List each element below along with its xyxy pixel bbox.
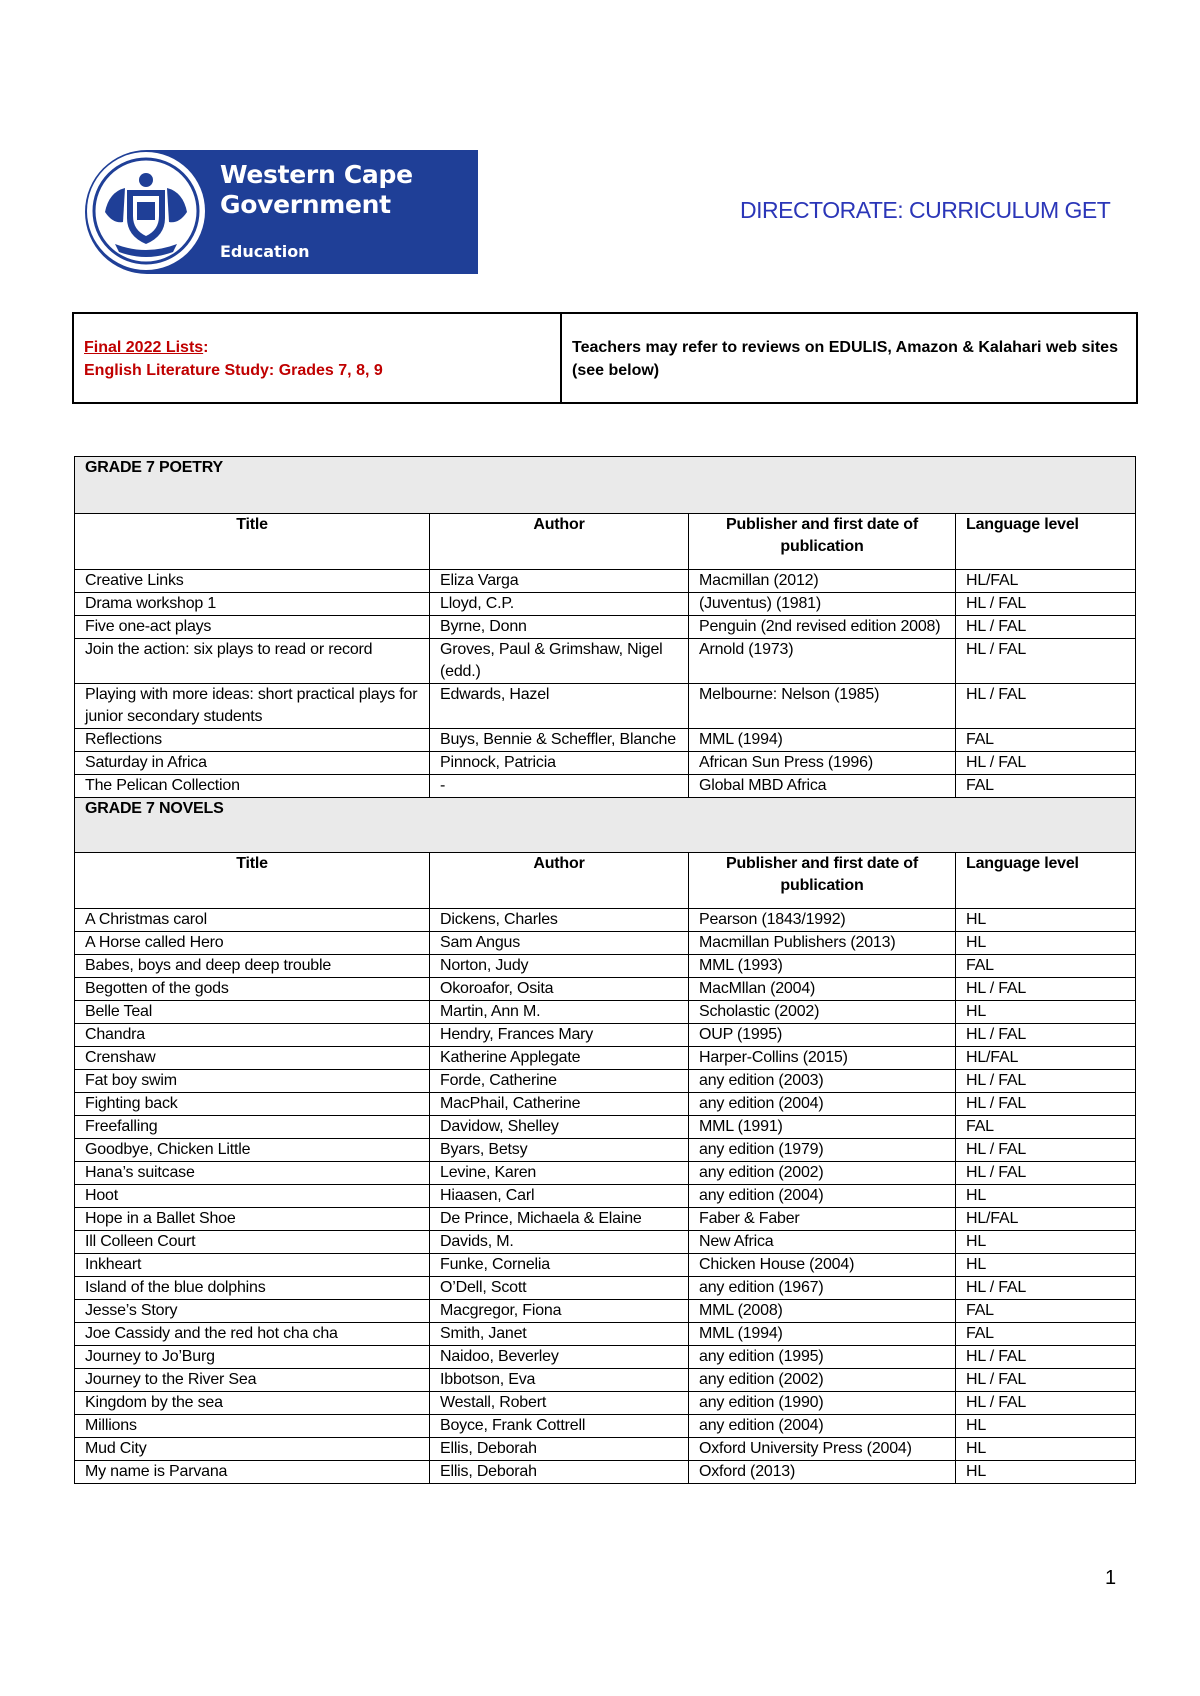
table-row [75, 752, 1136, 775]
language-level-cell: HL / FAL [956, 1277, 1136, 1300]
table-row [75, 1277, 1136, 1300]
title-cell: Kingdom by the sea [75, 1392, 430, 1415]
table-row [75, 978, 1136, 1001]
author-cell: Martin, Ann M. [430, 1001, 689, 1024]
author-cell: Funke, Cornelia [430, 1254, 689, 1277]
publisher-cell: Melbourne: Nelson (1985) [689, 684, 956, 729]
publisher-cell: Harper-Collins (2015) [689, 1047, 956, 1070]
publisher-cell: Arnold (1973) [689, 639, 956, 684]
column-header-row [75, 853, 1136, 909]
author-cell: Ellis, Deborah [430, 1461, 689, 1484]
language-level-cell: HL / FAL [956, 593, 1136, 616]
publisher-cell: New Africa [689, 1231, 956, 1254]
language-level-cell: HL/FAL [956, 570, 1136, 593]
table-row [75, 909, 1136, 932]
table-row [75, 570, 1136, 593]
language-level-cell: HL/FAL [956, 1208, 1136, 1231]
section-heading-row [75, 457, 1136, 514]
author-cell: Macgregor, Fiona [430, 1300, 689, 1323]
table-row [75, 1024, 1136, 1047]
publisher-cell: MacMllan (2004) [689, 978, 956, 1001]
table-row [75, 1254, 1136, 1277]
table-row [75, 1116, 1136, 1139]
table-row [75, 729, 1136, 752]
author-cell: Dickens, Charles [430, 909, 689, 932]
title-cell: Fighting back [75, 1093, 430, 1116]
language-level-cell: FAL [956, 775, 1136, 798]
title-cell: Crenshaw [75, 1047, 430, 1070]
table-row [75, 1461, 1136, 1484]
list-header-box [72, 312, 1138, 404]
author-cell: Davids, M. [430, 1231, 689, 1254]
section-heading: GRADE 7 NOVELS [75, 798, 1136, 853]
table-row [75, 955, 1136, 978]
title-cell: Goodbye, Chicken Little [75, 1139, 430, 1162]
language-level-cell: HL / FAL [956, 684, 1136, 729]
wcg-logo [85, 150, 478, 274]
publisher-cell: MML (1991) [689, 1116, 956, 1139]
table-row [75, 1208, 1136, 1231]
title-cell: Hana’s suitcase [75, 1162, 430, 1185]
publisher-cell: Pearson (1843/1992) [689, 909, 956, 932]
title-cell: Belle Teal [75, 1001, 430, 1024]
title-cell: Journey to Jo’Burg [75, 1346, 430, 1369]
publisher-cell: (Juventus) (1981) [689, 593, 956, 616]
title-cell: Five one-act plays [75, 616, 430, 639]
table-row [75, 1185, 1136, 1208]
author-cell: Groves, Paul & Grimshaw, Nigel (edd.) [430, 639, 689, 684]
logo-name: Western Cape Government [220, 160, 413, 219]
language-level-cell: FAL [956, 1300, 1136, 1323]
publisher-cell: any edition (1979) [689, 1139, 956, 1162]
author-cell: Hiaasen, Carl [430, 1185, 689, 1208]
table-row [75, 1001, 1136, 1024]
language-level-cell: HL / FAL [956, 1162, 1136, 1185]
publisher-cell: OUP (1995) [689, 1024, 956, 1047]
language-level-cell: FAL [956, 1323, 1136, 1346]
language-level-cell: HL [956, 1415, 1136, 1438]
language-level-cell: HL / FAL [956, 1093, 1136, 1116]
directorate-title: DIRECTORATE: CURRICULUM GET [740, 197, 1111, 223]
table-row [75, 1323, 1136, 1346]
title-cell: Babes, boys and deep deep trouble [75, 955, 430, 978]
table-row [75, 1162, 1136, 1185]
publisher-cell: Scholastic (2002) [689, 1001, 956, 1024]
title-cell: Journey to the River Sea [75, 1369, 430, 1392]
language-level-cell: HL [956, 1185, 1136, 1208]
section-heading-row [75, 798, 1136, 853]
title-cell: My name is Parvana [75, 1461, 430, 1484]
author-cell: - [430, 775, 689, 798]
publisher-cell: MML (2008) [689, 1300, 956, 1323]
title-cell: Saturday in Africa [75, 752, 430, 775]
publisher-cell: any edition (1990) [689, 1392, 956, 1415]
table-row [75, 1369, 1136, 1392]
column-header: Language level [956, 514, 1136, 570]
publisher-cell: African Sun Press (1996) [689, 752, 956, 775]
author-cell: Hendry, Frances Mary [430, 1024, 689, 1047]
author-cell: MacPhail, Catherine [430, 1093, 689, 1116]
publisher-cell: any edition (2004) [689, 1093, 956, 1116]
author-cell: Levine, Karen [430, 1162, 689, 1185]
publisher-cell: MML (1994) [689, 1323, 956, 1346]
table-row [75, 775, 1136, 798]
title-cell: Fat boy swim [75, 1070, 430, 1093]
table-row [75, 616, 1136, 639]
author-cell: Smith, Janet [430, 1323, 689, 1346]
title-cell: Island of the blue dolphins [75, 1277, 430, 1300]
language-level-cell: HL [956, 932, 1136, 955]
author-cell: Buys, Bennie & Scheffler, Blanche [430, 729, 689, 752]
title-cell: Begotten of the gods [75, 978, 430, 1001]
lists-label: Final 2022 Lists [84, 339, 204, 356]
coat-of-arms-emblem [87, 152, 205, 270]
author-cell: Naidoo, Beverley [430, 1346, 689, 1369]
author-cell: Norton, Judy [430, 955, 689, 978]
language-level-cell: HL [956, 1461, 1136, 1484]
table-row [75, 1231, 1136, 1254]
author-cell: Sam Angus [430, 932, 689, 955]
table-row [75, 639, 1136, 684]
title-cell: Inkheart [75, 1254, 430, 1277]
language-level-cell: HL / FAL [956, 1346, 1136, 1369]
language-level-cell: HL / FAL [956, 978, 1136, 1001]
language-level-cell: FAL [956, 729, 1136, 752]
title-cell: Freefalling [75, 1116, 430, 1139]
title-cell: Mud City [75, 1438, 430, 1461]
section-heading: GRADE 7 POETRY [75, 457, 1136, 514]
table-row [75, 1139, 1136, 1162]
table-row [75, 932, 1136, 955]
language-level-cell: HL [956, 1254, 1136, 1277]
title-cell: Millions [75, 1415, 430, 1438]
language-level-cell: HL / FAL [956, 1070, 1136, 1093]
author-cell: De Prince, Michaela & Elaine [430, 1208, 689, 1231]
title-cell: Joe Cassidy and the red hot cha cha [75, 1323, 430, 1346]
author-cell: Byrne, Donn [430, 616, 689, 639]
page-number: 1 [1105, 1567, 1117, 1589]
author-cell: Eliza Varga [430, 570, 689, 593]
column-header: Publisher and first date of publication [689, 514, 956, 570]
title-cell: A Horse called Hero [75, 932, 430, 955]
table-row [75, 1070, 1136, 1093]
language-level-cell: HL / FAL [956, 752, 1136, 775]
publisher-cell: Macmillan Publishers (2013) [689, 932, 956, 955]
publisher-cell: Penguin (2nd revised edition 2008) [689, 616, 956, 639]
author-cell: Boyce, Frank Cottrell [430, 1415, 689, 1438]
title-cell: Jesse’s Story [75, 1300, 430, 1323]
language-level-cell: HL / FAL [956, 1369, 1136, 1392]
column-header: Author [430, 514, 689, 570]
publisher-cell: any edition (2003) [689, 1070, 956, 1093]
language-level-cell: HL / FAL [956, 616, 1136, 639]
author-cell: Ellis, Deborah [430, 1438, 689, 1461]
column-header-row [75, 514, 1136, 570]
table-row [75, 1392, 1136, 1415]
author-cell: Okoroafor, Osita [430, 978, 689, 1001]
language-level-cell: FAL [956, 1116, 1136, 1139]
language-level-cell: HL [956, 1438, 1136, 1461]
language-level-cell: HL / FAL [956, 1392, 1136, 1415]
author-cell: Forde, Catherine [430, 1070, 689, 1093]
title-cell: Hope in a Ballet Shoe [75, 1208, 430, 1231]
table-row [75, 684, 1136, 729]
author-cell: Pinnock, Patricia [430, 752, 689, 775]
table-row [75, 1300, 1136, 1323]
column-header: Language level [956, 853, 1136, 909]
publisher-cell: any edition (2004) [689, 1415, 956, 1438]
author-cell: Davidow, Shelley [430, 1116, 689, 1139]
title-cell: Playing with more ideas: short practical plays for junior secondary students [75, 684, 430, 729]
list-subtitle: English Literature Study: Grades 7, 8, 9 [84, 362, 383, 379]
table-row [75, 1346, 1136, 1369]
author-cell: Byars, Betsy [430, 1139, 689, 1162]
author-cell: Katherine Applegate [430, 1047, 689, 1070]
publisher-cell: any edition (1967) [689, 1277, 956, 1300]
author-cell: O’Dell, Scott [430, 1277, 689, 1300]
publisher-cell: Global MBD Africa [689, 775, 956, 798]
publisher-cell: Oxford University Press (2004) [689, 1438, 956, 1461]
language-level-cell: HL / FAL [956, 1139, 1136, 1162]
title-cell: Chandra [75, 1024, 430, 1047]
author-cell: Ibbotson, Eva [430, 1369, 689, 1392]
publisher-cell: Chicken House (2004) [689, 1254, 956, 1277]
title-cell: The Pelican Collection [75, 775, 430, 798]
table-row [75, 1438, 1136, 1461]
column-header: Title [75, 514, 430, 570]
lists-colon: : [203, 339, 209, 356]
language-level-cell: FAL [956, 955, 1136, 978]
author-cell: Edwards, Hazel [430, 684, 689, 729]
publisher-cell: Macmillan (2012) [689, 570, 956, 593]
language-level-cell: HL [956, 1231, 1136, 1254]
publisher-cell: any edition (2002) [689, 1162, 956, 1185]
table-row [75, 1093, 1136, 1116]
language-level-cell: HL / FAL [956, 639, 1136, 684]
title-cell: Ill Colleen Court [75, 1231, 430, 1254]
language-level-cell: HL [956, 1001, 1136, 1024]
title-cell: Creative Links [75, 570, 430, 593]
table-row [75, 593, 1136, 616]
reviews-note: Teachers may refer to reviews on EDULIS, Amazon & Kalahari web sites (see below) [572, 339, 1118, 379]
literature-table [74, 456, 1136, 1484]
author-cell: Lloyd, C.P. [430, 593, 689, 616]
title-cell: Hoot [75, 1185, 430, 1208]
publisher-cell: any edition (1995) [689, 1346, 956, 1369]
column-header: Publisher and first date of publication [689, 853, 956, 909]
publisher-cell: MML (1993) [689, 955, 956, 978]
title-cell: Reflections [75, 729, 430, 752]
publisher-cell: Oxford (2013) [689, 1461, 956, 1484]
publisher-cell: any edition (2002) [689, 1369, 956, 1392]
column-header: Title [75, 853, 430, 909]
publisher-cell: any edition (2004) [689, 1185, 956, 1208]
publisher-cell: MML (1994) [689, 729, 956, 752]
language-level-cell: HL [956, 909, 1136, 932]
author-cell: Westall, Robert [430, 1392, 689, 1415]
table-row [75, 1415, 1136, 1438]
title-cell: A Christmas carol [75, 909, 430, 932]
language-level-cell: HL / FAL [956, 1024, 1136, 1047]
title-cell: Join the action: six plays to read or record [75, 639, 430, 684]
logo-department: Education [220, 242, 310, 261]
language-level-cell: HL/FAL [956, 1047, 1136, 1070]
title-cell: Drama workshop 1 [75, 593, 430, 616]
publisher-cell: Faber & Faber [689, 1208, 956, 1231]
column-header: Author [430, 853, 689, 909]
table-row [75, 1047, 1136, 1070]
